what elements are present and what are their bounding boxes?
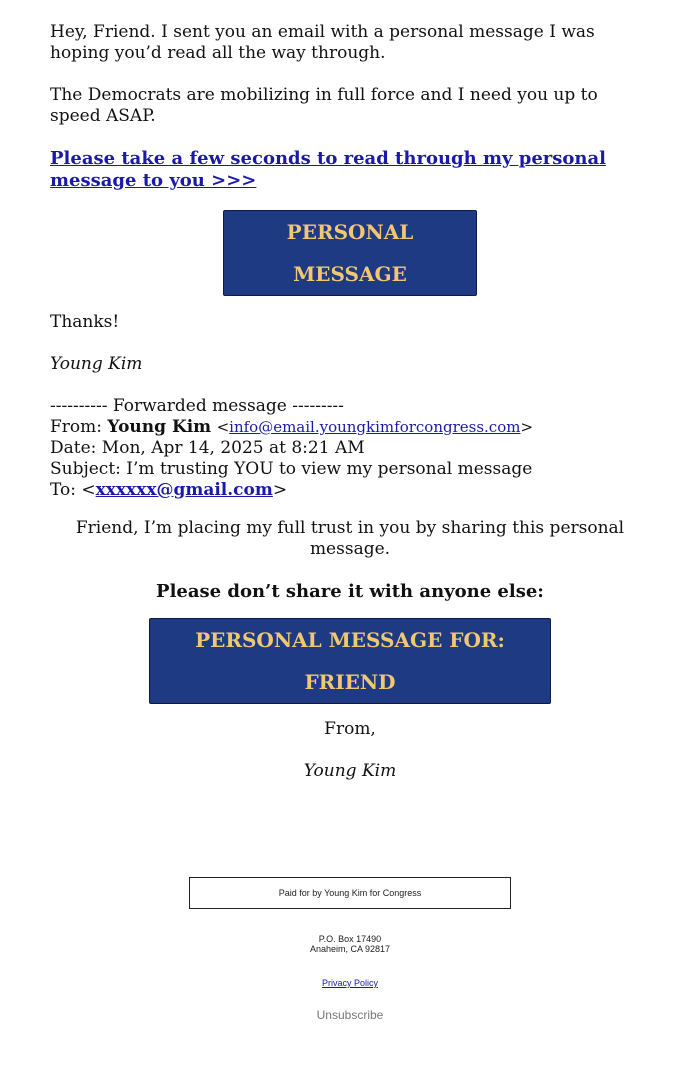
personal-message-button[interactable]: PERSONAL MESSAGE [223,210,477,296]
date-label: Date: [50,438,97,458]
from-label: From: [50,417,103,437]
to-email-link[interactable]: xxxxxx@gmail.com [95,480,273,500]
mailing-address [0,934,700,954]
date-value: Mon, Apr 14, 2025 at 8:21 AM [101,438,365,458]
personal-message-friend-button[interactable]: PERSONAL MESSAGE FOR: FRIEND [149,618,551,704]
to-line: To: <xxxxxx@gmail.com> [50,480,288,500]
date-line [50,438,650,459]
email-body [50,22,650,782]
po-box: P.O. Box 17490 [318,934,382,944]
subject-value: I’m trusting YOU to view my personal message [126,459,533,479]
email-footer [0,877,700,1022]
forwarded-message-block [50,396,650,501]
from-line: From: Young Kim <info@email.youngkimforcongress.com> [50,417,534,437]
from-name: Young Kim [107,417,212,437]
intro-line-2: The Democrats are mobilizing in full force and I need you up to speed ASAP. [50,85,598,126]
subject-label: Subject: [50,459,121,479]
city-line: Anaheim, CA 92817 [309,944,391,954]
thanks-text: Thanks! [50,312,120,332]
personal-message-button-wrap [50,210,650,296]
from-email-link[interactable]: info@email.youngkimforcongress.com [229,418,521,436]
paid-for-box [189,877,511,909]
intro-line-1: Hey, Friend. I sent you an email with a personal message I was hoping you’d read all the way through. [50,22,595,63]
read-message-link[interactable]: Please take a few seconds to read through my personal message to you >>> [50,148,606,191]
trust-text: Friend, I’m placing my full trust in you by sharing this personal message. [75,518,625,559]
signature: Young Kim [50,354,143,374]
unsubscribe-link[interactable]: Unsubscribe [316,1008,384,1022]
friend-button-wrap [50,618,650,704]
from-closing: From, [324,719,376,739]
closing-signature: Young Kim [303,761,397,781]
privacy-policy-link[interactable]: Privacy Policy [321,978,378,988]
subject-line [50,459,650,480]
share-text: Please don’t share it with anyone else: [156,581,544,602]
forwarded-header: ---------- Forwarded message --------- [50,396,344,416]
paid-for-text: Paid for by Young Kim for Congress [278,888,422,898]
to-label: To: [50,480,76,500]
